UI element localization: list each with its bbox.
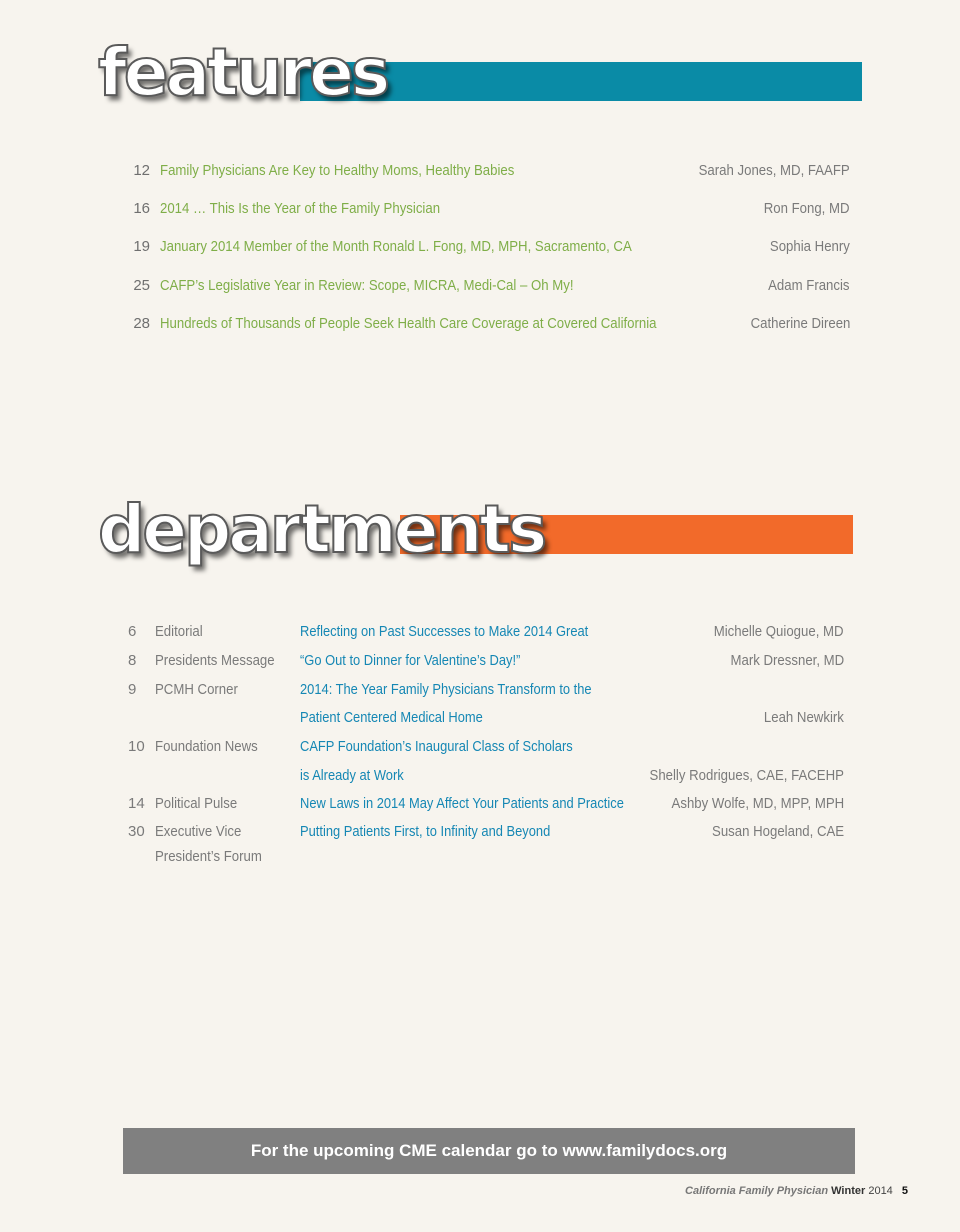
department-title-line[interactable]: is Already at Work — [300, 767, 404, 784]
department-row[interactable] — [128, 736, 844, 786]
feature-page-number: 19 — [133, 238, 150, 255]
department-category: Editorial — [155, 623, 203, 640]
department-title[interactable]: “Go Out to Dinner for Valentine’s Day!” — [300, 652, 521, 669]
department-page-number: 6 — [128, 623, 137, 640]
department-author: Susan Hogeland, CAE — [711, 823, 844, 840]
department-category: Political Pulse — [155, 795, 238, 812]
department-page-number: 8 — [128, 652, 137, 669]
feature-title[interactable]: CAFP’s Legislative Year in Review: Scope, MICRA, Medi-Cal – Oh My! — [160, 277, 574, 294]
department-title[interactable]: New Laws in 2014 May Affect Your Patients and Practice — [300, 795, 624, 812]
department-author: Shelly Rodrigues, CAE, FACEHP — [649, 767, 844, 784]
feature-page-number: 25 — [133, 277, 150, 294]
feature-title[interactable]: 2014 … This Is the Year of the Family Physician — [160, 200, 441, 217]
department-title[interactable]: Putting Patients First, to Infinity and Beyond — [300, 823, 551, 840]
department-category-line: President’s Forum — [155, 848, 262, 865]
feature-page-number: 16 — [133, 200, 150, 217]
department-category: Presidents Message — [155, 652, 275, 669]
feature-author: Ron Fong, MD — [764, 200, 850, 217]
feature-title[interactable]: January 2014 Member of the Month Ronald L. Fong, MD, MPH, Sacramento, CA — [160, 238, 632, 255]
department-row[interactable] — [128, 821, 844, 869]
department-page-number: 30 — [128, 823, 145, 840]
page-number: 5 — [901, 1185, 908, 1197]
department-title[interactable]: Reflecting on Past Successes to Make 2014 Great — [300, 623, 589, 640]
department-title-line[interactable]: Patient Centered Medical Home — [300, 709, 483, 726]
feature-title[interactable]: Hundreds of Thousands of People Seek Health Care Coverage at Covered California — [160, 315, 657, 332]
department-author: Leah Newkirk — [764, 709, 844, 726]
department-title-line[interactable]: CAFP Foundation’s Inaugural Class of Scholars — [300, 738, 573, 755]
department-row[interactable] — [128, 793, 844, 815]
feature-row[interactable] — [130, 160, 850, 182]
feature-page-number: 28 — [133, 315, 150, 332]
features-heading: features — [98, 34, 388, 111]
department-author: Ashby Wolfe, MD, MPP, MPH — [671, 795, 844, 812]
cme-calendar-banner[interactable] — [123, 1128, 855, 1174]
department-page-number: 9 — [128, 681, 137, 698]
feature-title[interactable]: Family Physicians Are Key to Healthy Moms, Healthy Babies — [160, 162, 515, 179]
department-title-line[interactable]: 2014: The Year Family Physicians Transform to the — [300, 681, 592, 698]
feature-row[interactable] — [130, 313, 850, 335]
feature-page-number: 12 — [133, 162, 150, 179]
publication-name: California Family Physician — [685, 1185, 829, 1197]
department-row[interactable] — [128, 621, 844, 643]
department-page-number: 10 — [128, 738, 145, 755]
department-author: Michelle Quiogue, MD — [714, 623, 844, 640]
issue-year: 2014 — [868, 1185, 893, 1197]
departments-heading: departments — [98, 491, 545, 568]
issue-season: Winter — [831, 1185, 866, 1197]
department-page-number: 14 — [128, 795, 145, 812]
department-row[interactable] — [128, 679, 844, 729]
department-author: Mark Dressner, MD — [730, 652, 844, 669]
feature-row[interactable] — [130, 275, 850, 297]
cme-banner-text[interactable]: For the upcoming CME calendar go to www.familydocs.org — [250, 1141, 728, 1160]
feature-author: Sophia Henry — [770, 238, 850, 255]
page-footer — [685, 1185, 908, 1197]
department-row[interactable] — [128, 650, 844, 672]
feature-row[interactable] — [130, 198, 850, 220]
department-category-line: Executive Vice — [155, 823, 242, 840]
feature-row[interactable] — [130, 236, 850, 258]
feature-author: Adam Francis — [768, 277, 850, 294]
feature-author: Catherine Direen — [750, 315, 850, 332]
feature-author: Sarah Jones, MD, FAAFP — [698, 162, 850, 179]
department-category: PCMH Corner — [155, 681, 238, 698]
department-category: Foundation News — [155, 738, 258, 755]
